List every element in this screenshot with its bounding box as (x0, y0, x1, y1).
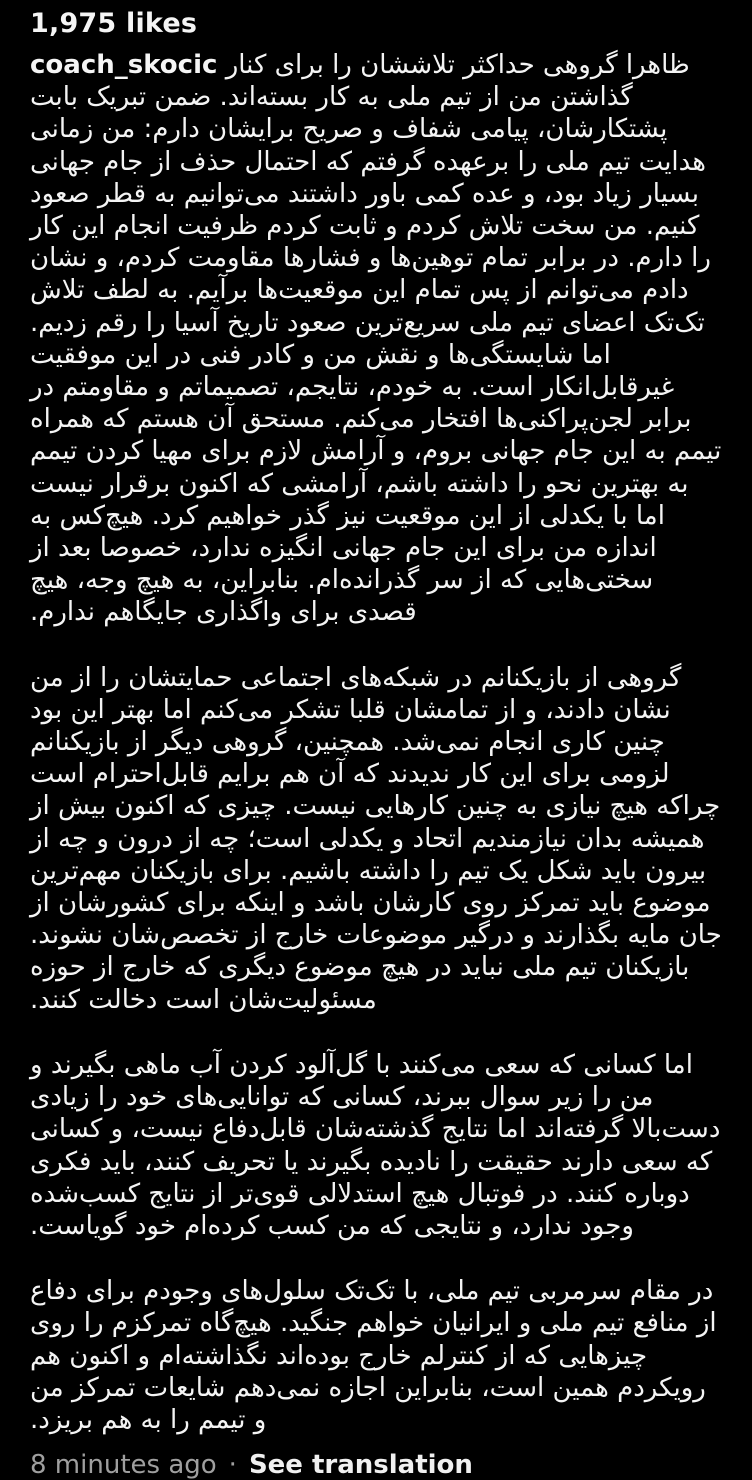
author-username-link[interactable]: coach_skocic (30, 50, 218, 80)
caption-text: ظاهرا گروهی حداکثر تلاششان را برای کنار گذاشتن من از تیم ملی به کار بسته‌اند. ضمن تبریک بابت پشتکارشان، پیامی شفاف و صریح برایشان دارم: من زمانی هدایت تیم ملی را برعهده گرفتم که احتمال حذف از جام جهانی بسیار زیاد بود، و عده کمی باور داشتند می‌توانیم به قطر صعود کنیم. من سخت تلاش کردم و ثابت کردم ظرفیت انجام این کار را دارم. در برابر تمام توهین‌ها و فشارها مقاومت کردم، و نشان دادم می‌توانم از پس تمام این موقعیت‌ها برآیم. به لطف تلاش تک‌تک اعضای تیم ملی سریع‌ترین صعود تاریخ آسیا را رقم زدیم. اما شایستگی‌ها و نقش من و کادر فنی در این موفقیت غیرقابل‌انکار است. به خودم، نتایجم، تصمیماتم و مقاومتم در برابر لجن‌پراکنی‌ها افتخار می‌کنم. مستحق آن هستم که همراه تیمم به این جام جهانی بروم، و آرامش لازم برای مهیا کردن تیمم به بهترین نحو را داشته باشم، آرامشی که اکنون برقرار نیست اما با یکدلی از این موقعیت نیز گذر خواهیم کرد. هیچ‌کس به اندازه من برای این جام جهانی انگیزه ندارد، خصوصا بعد از سختی‌هایی که از سر گذرانده‌ام. بنابراین، به هیچ وجه، هیچ قصدی برای واگذاری جایگاهم ندارم. (30, 50, 722, 628)
caption-paragraph (30, 49, 722, 629)
post-caption (30, 49, 722, 1436)
caption-paragraph (30, 662, 722, 1016)
see-translation-link[interactable]: See translation (248, 1450, 473, 1480)
likes-count[interactable]: 1,975 likes (30, 8, 198, 39)
caption-paragraph (30, 1049, 722, 1242)
likes-row (30, 8, 722, 39)
separator-dot: · (228, 1450, 237, 1480)
caption-text: گروهی از بازیکنانم در شبکه‌های اجتماعی حمایتشان را از من نشان دادند، و از تمامشان قلبا تشکر می‌کنم اما بهتر این بود چنین کاری انجام نمی‌شد. همچنین، گروهی دیگر از بازیکنانم لزومی برای این کار ندیدند که آن هم برایم قابل‌احترام است چراکه هیچ نیازی به چنین کارهایی نیست. چیزی که اکنون بیش از همیشه بدان نیازمندیم اتحاد و یکدلی است؛ چه از درون و چه از بیرون باید شکل یک تیم را داشته باشیم. برای بازیکنان مهم‌ترین موضوع باید تمرکز روی کارشان باشد و اینکه برای کشورشان از جان مایه بگذارند و درگیر موضوعات خارج از تخصص‌شان نشوند. بازیکنان تیم ملی نباید در هیچ موضوع دیگری که خارج از حوزه مسئولیت‌شان است دخالت کنند. (30, 662, 722, 1015)
caption-footer (30, 1450, 722, 1480)
caption-paragraph (30, 1275, 722, 1436)
caption-text: اما کسانی که سعی می‌کنند با گل‌آلود کردن آب ماهی بگیرند و من را زیر سوال ببرند، کسانی که توانایی‌های خود را زیادی دست‌بالا گرفته‌اند اما نتایج گذشته‌شان قابل‌دفاع نیست، و کسانی که سعی دارند حقیقت را نادیده بگیرند یا تحریف کنند، باید فکری دوباره کنند. در فوتبال هیچ استدلالی قوی‌تر از نتایج کسب‌شده وجود ندارد، و نتایجی که من کسب کرده‌ام خود گویاست. (30, 1049, 721, 1241)
caption-text: در مقام سرمربی تیم ملی، با تک‌تک سلول‌های وجودم برای دفاع از منافع تیم ملی و ایرانیان خواهم جنگید. هیچ‌گاه تمرکزم را روی چیزهایی که از کنترلم خارج بوده‌اند نگذاشته‌ام و اکنون هم رویکردم همین است، بنابراین اجازه نمی‌دهم شایعات تمرکز من و تیمم را به هم بریزد. (30, 1276, 717, 1435)
post-timestamp: 8 minutes ago (30, 1450, 217, 1480)
